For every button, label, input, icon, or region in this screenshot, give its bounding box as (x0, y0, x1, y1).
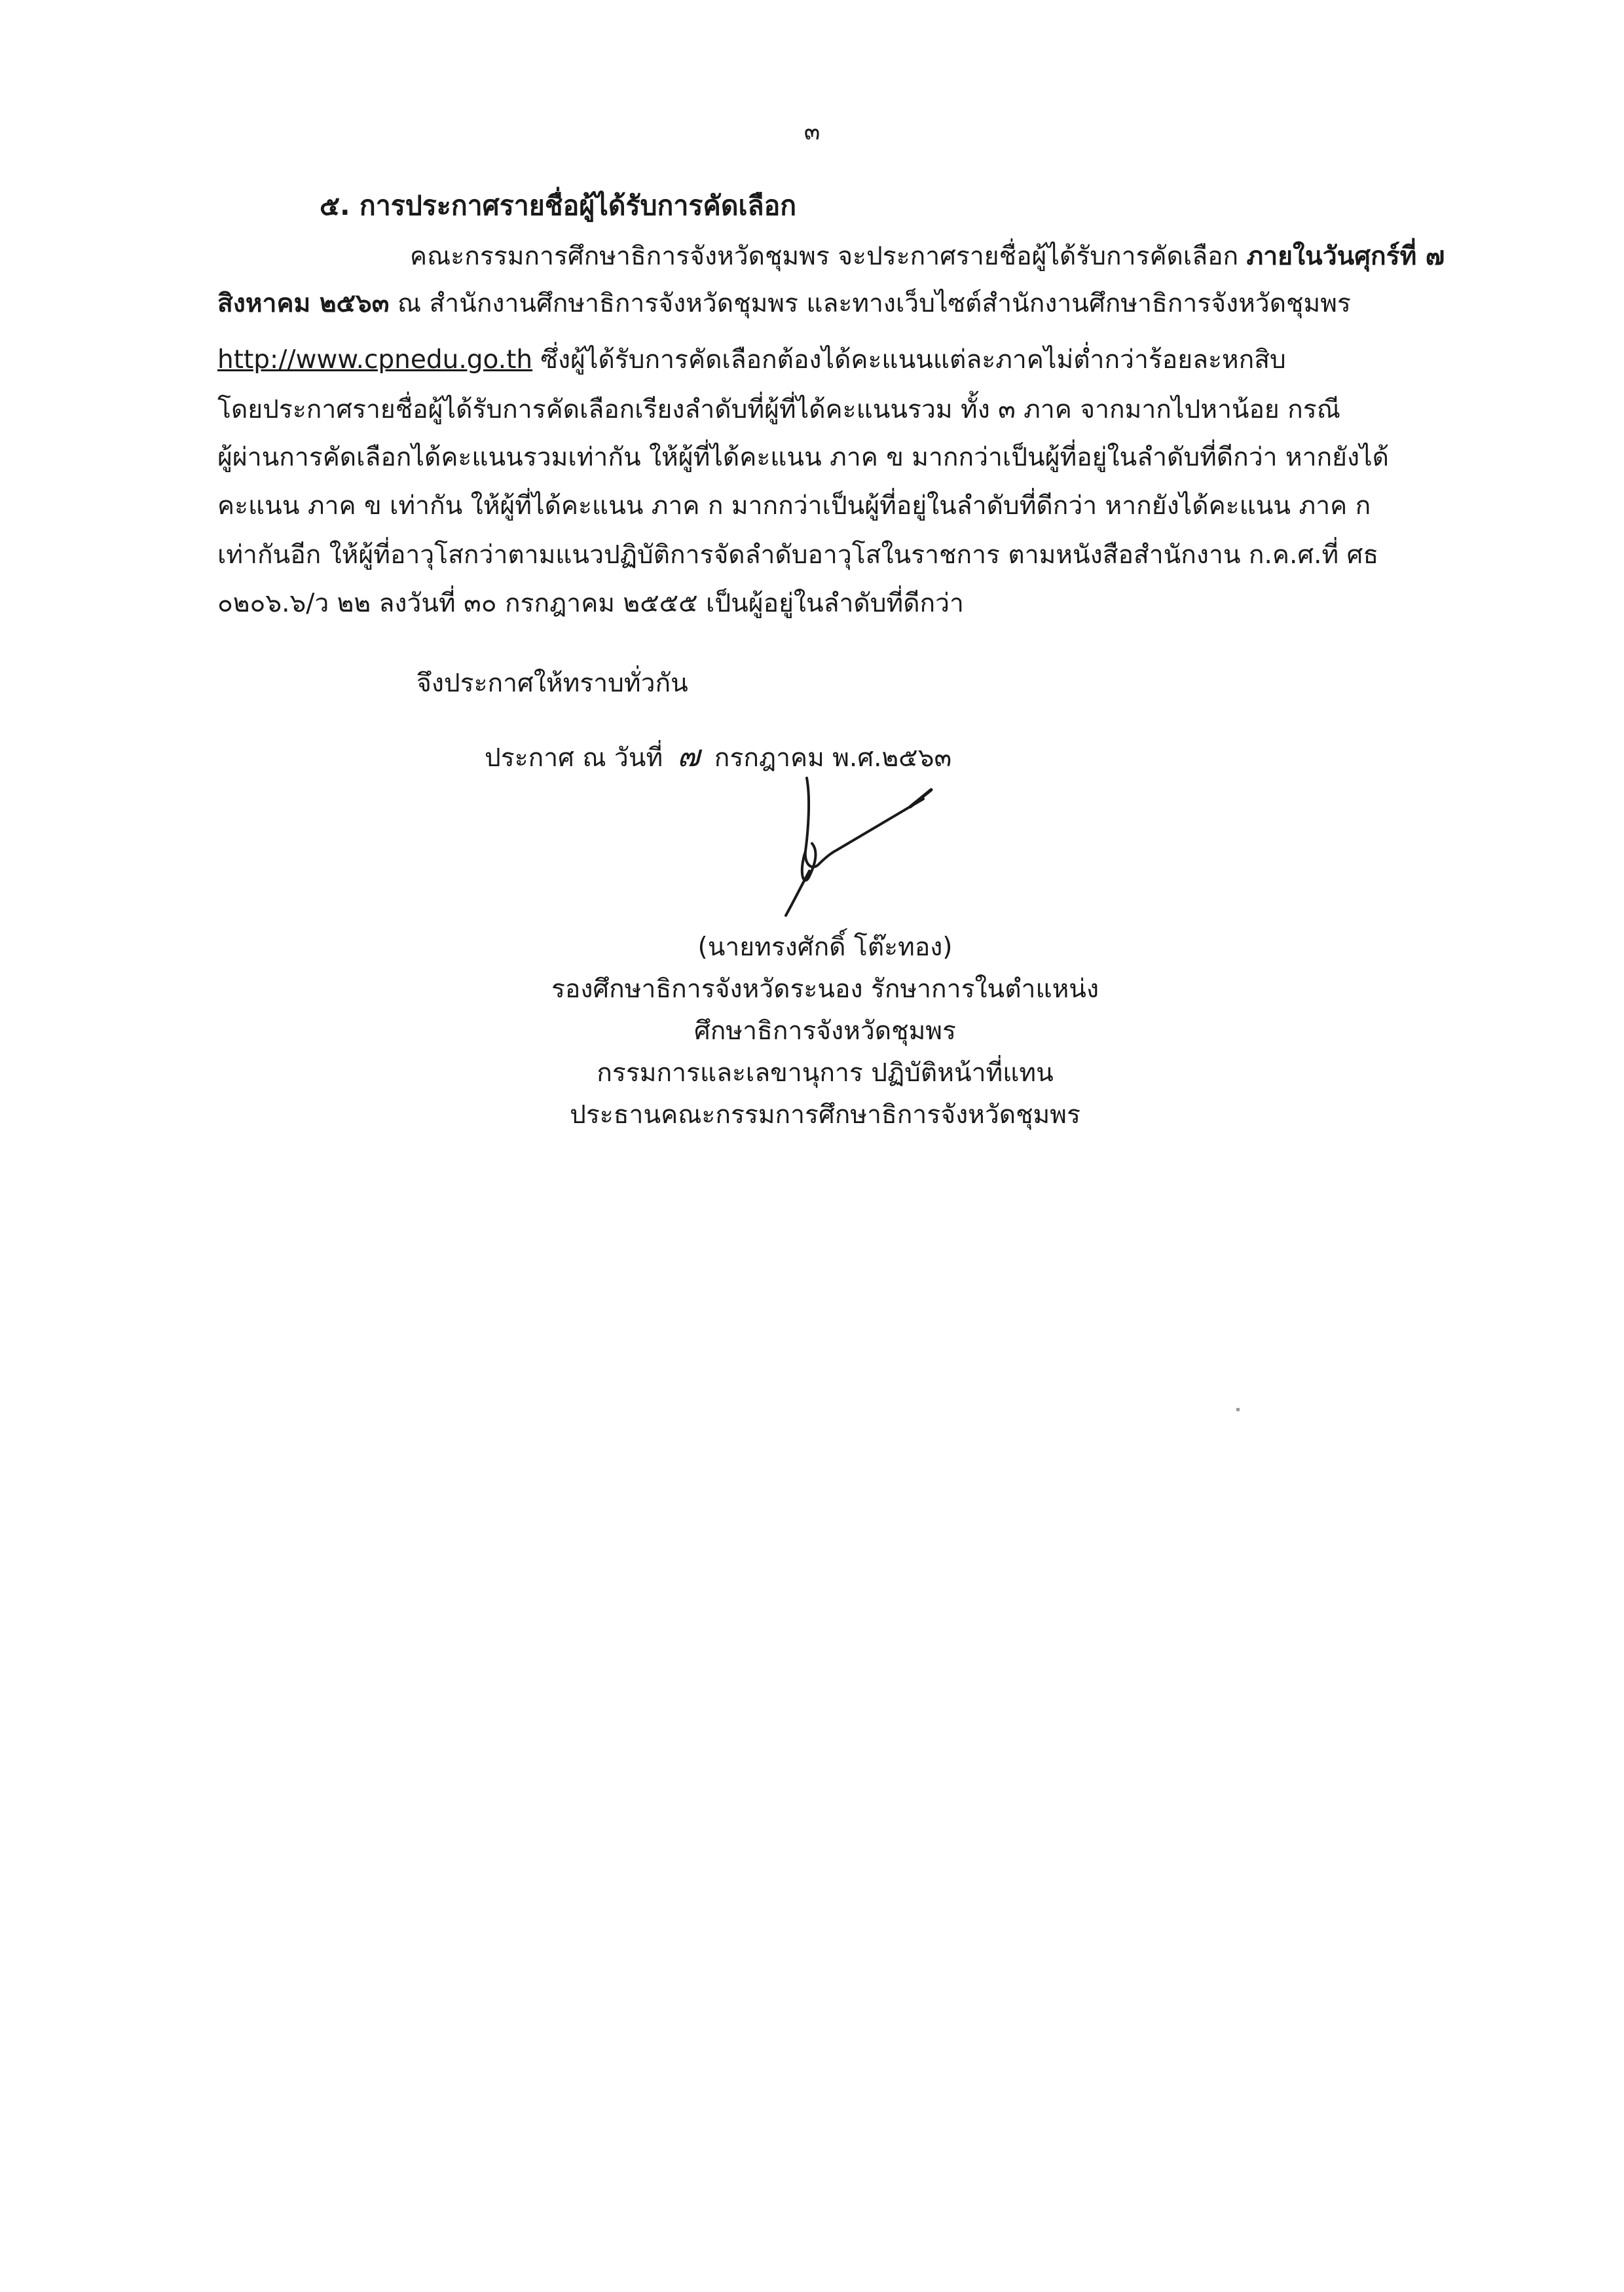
signatory-position-2: ศึกษาธิการจังหวัดชุมพร (694, 1016, 956, 1046)
signatory-block (511, 927, 1139, 1136)
paragraph-line-2 (217, 283, 1351, 323)
paragraph-line-6: คะแนน ภาค ข เท่ากัน ให้ผู้ที่ได้คะแนน ภาค ก มากกว่าเป็นผู้ที่อยู่ในลำดับที่ดีกว่า หากยังได้คะแนน ภาค ก (217, 491, 1371, 521)
paragraph-line-1-text: คณะกรรมการศึกษาธิการจังหวัดชุมพร จะประกาศรายชื่อผู้ได้รับการคัดเลือก (410, 242, 1247, 271)
signature-mark (779, 773, 950, 930)
date-day-handwritten: ๗ (677, 738, 700, 773)
paragraph-line-7: เท่ากันอีก ให้ผู้ที่อาวุโสกว่าตามแนวปฏิบัติการจัดลำดับอาวุโสในราชการ ตามหนังสือสำนักงาน ก.ค.ศ.ที่ ศธ (217, 540, 1379, 570)
paragraph-line-2-text: ณ สำนักงานศึกษาธิการจังหวัดชุมพร และทางเว็บไซต์สำนักงานศึกษาธิการจังหวัดชุมพร (389, 289, 1351, 318)
scan-speck (1236, 1408, 1240, 1411)
signatory-position-4: ประธานคณะกรรมการศึกษาธิการจังหวัดชุมพร (570, 1100, 1080, 1130)
signatory-position-1: รองศึกษาธิการจังหวัดระนอง รักษาการในตำแหน่ง (551, 974, 1099, 1004)
page-number: ๓ (803, 119, 821, 145)
signatory-position-3: กรรมการและเลขานุการ ปฏิบัติหน้าที่แทน (597, 1058, 1054, 1088)
paragraph-line-1 (410, 236, 1445, 276)
paragraph-line-4: โดยประกาศรายชื่อผู้ได้รับการคัดเลือกเรียงลำดับที่ผู้ที่ได้คะแนนรวม ทั้ง ๓ ภาค จากมากไปหาน้อย กรณี (217, 395, 1340, 424)
paragraph-line-3 (217, 339, 1286, 380)
date-prefix: ประกาศ ณ วันที่ (485, 743, 663, 773)
paragraph-line-5: ผู้ผ่านการคัดเลือกได้คะแนนรวมเท่ากัน ให้ผู้ที่ได้คะแนน ภาค ข มากกว่าเป็นผู้ที่อยู่ในลำดับที่ดีกว่า หากยังได้ (217, 443, 1389, 472)
section-heading: ๕. การประกาศรายชื่อผู้ได้รับการคัดเลือก (320, 190, 797, 221)
announcement-line: จึงประกาศให้ทราบทั่วกัน (416, 669, 688, 698)
paragraph-line-3-text: ซึ่งผู้ได้รับการคัดเลือกต้องได้คะแนนแต่ละภาคไม่ต่ำกว่าร้อยละหกสิบ (532, 345, 1286, 375)
selection-date-emphasis: ภายในวันศุกร์ที่ ๗ (1246, 242, 1445, 271)
selection-month-emphasis: สิงหาคม ๒๕๖๓ (217, 289, 390, 318)
website-link[interactable]: http://www.cpnedu.go.th (217, 345, 533, 375)
paragraph-line-8: ๐๒๐๖.๖/ว ๒๒ ลงวันที่ ๓๐ กรกฎาคม ๒๕๕๕ เป็นผู้อยู่ในลำดับที่ดีกว่า (217, 589, 964, 618)
date-month-year: กรกฎาคม พ.ศ.๒๕๖๓ (714, 743, 952, 773)
signatory-name: (นายทรงศักดิ์ โต๊ะทอง) (697, 933, 953, 962)
